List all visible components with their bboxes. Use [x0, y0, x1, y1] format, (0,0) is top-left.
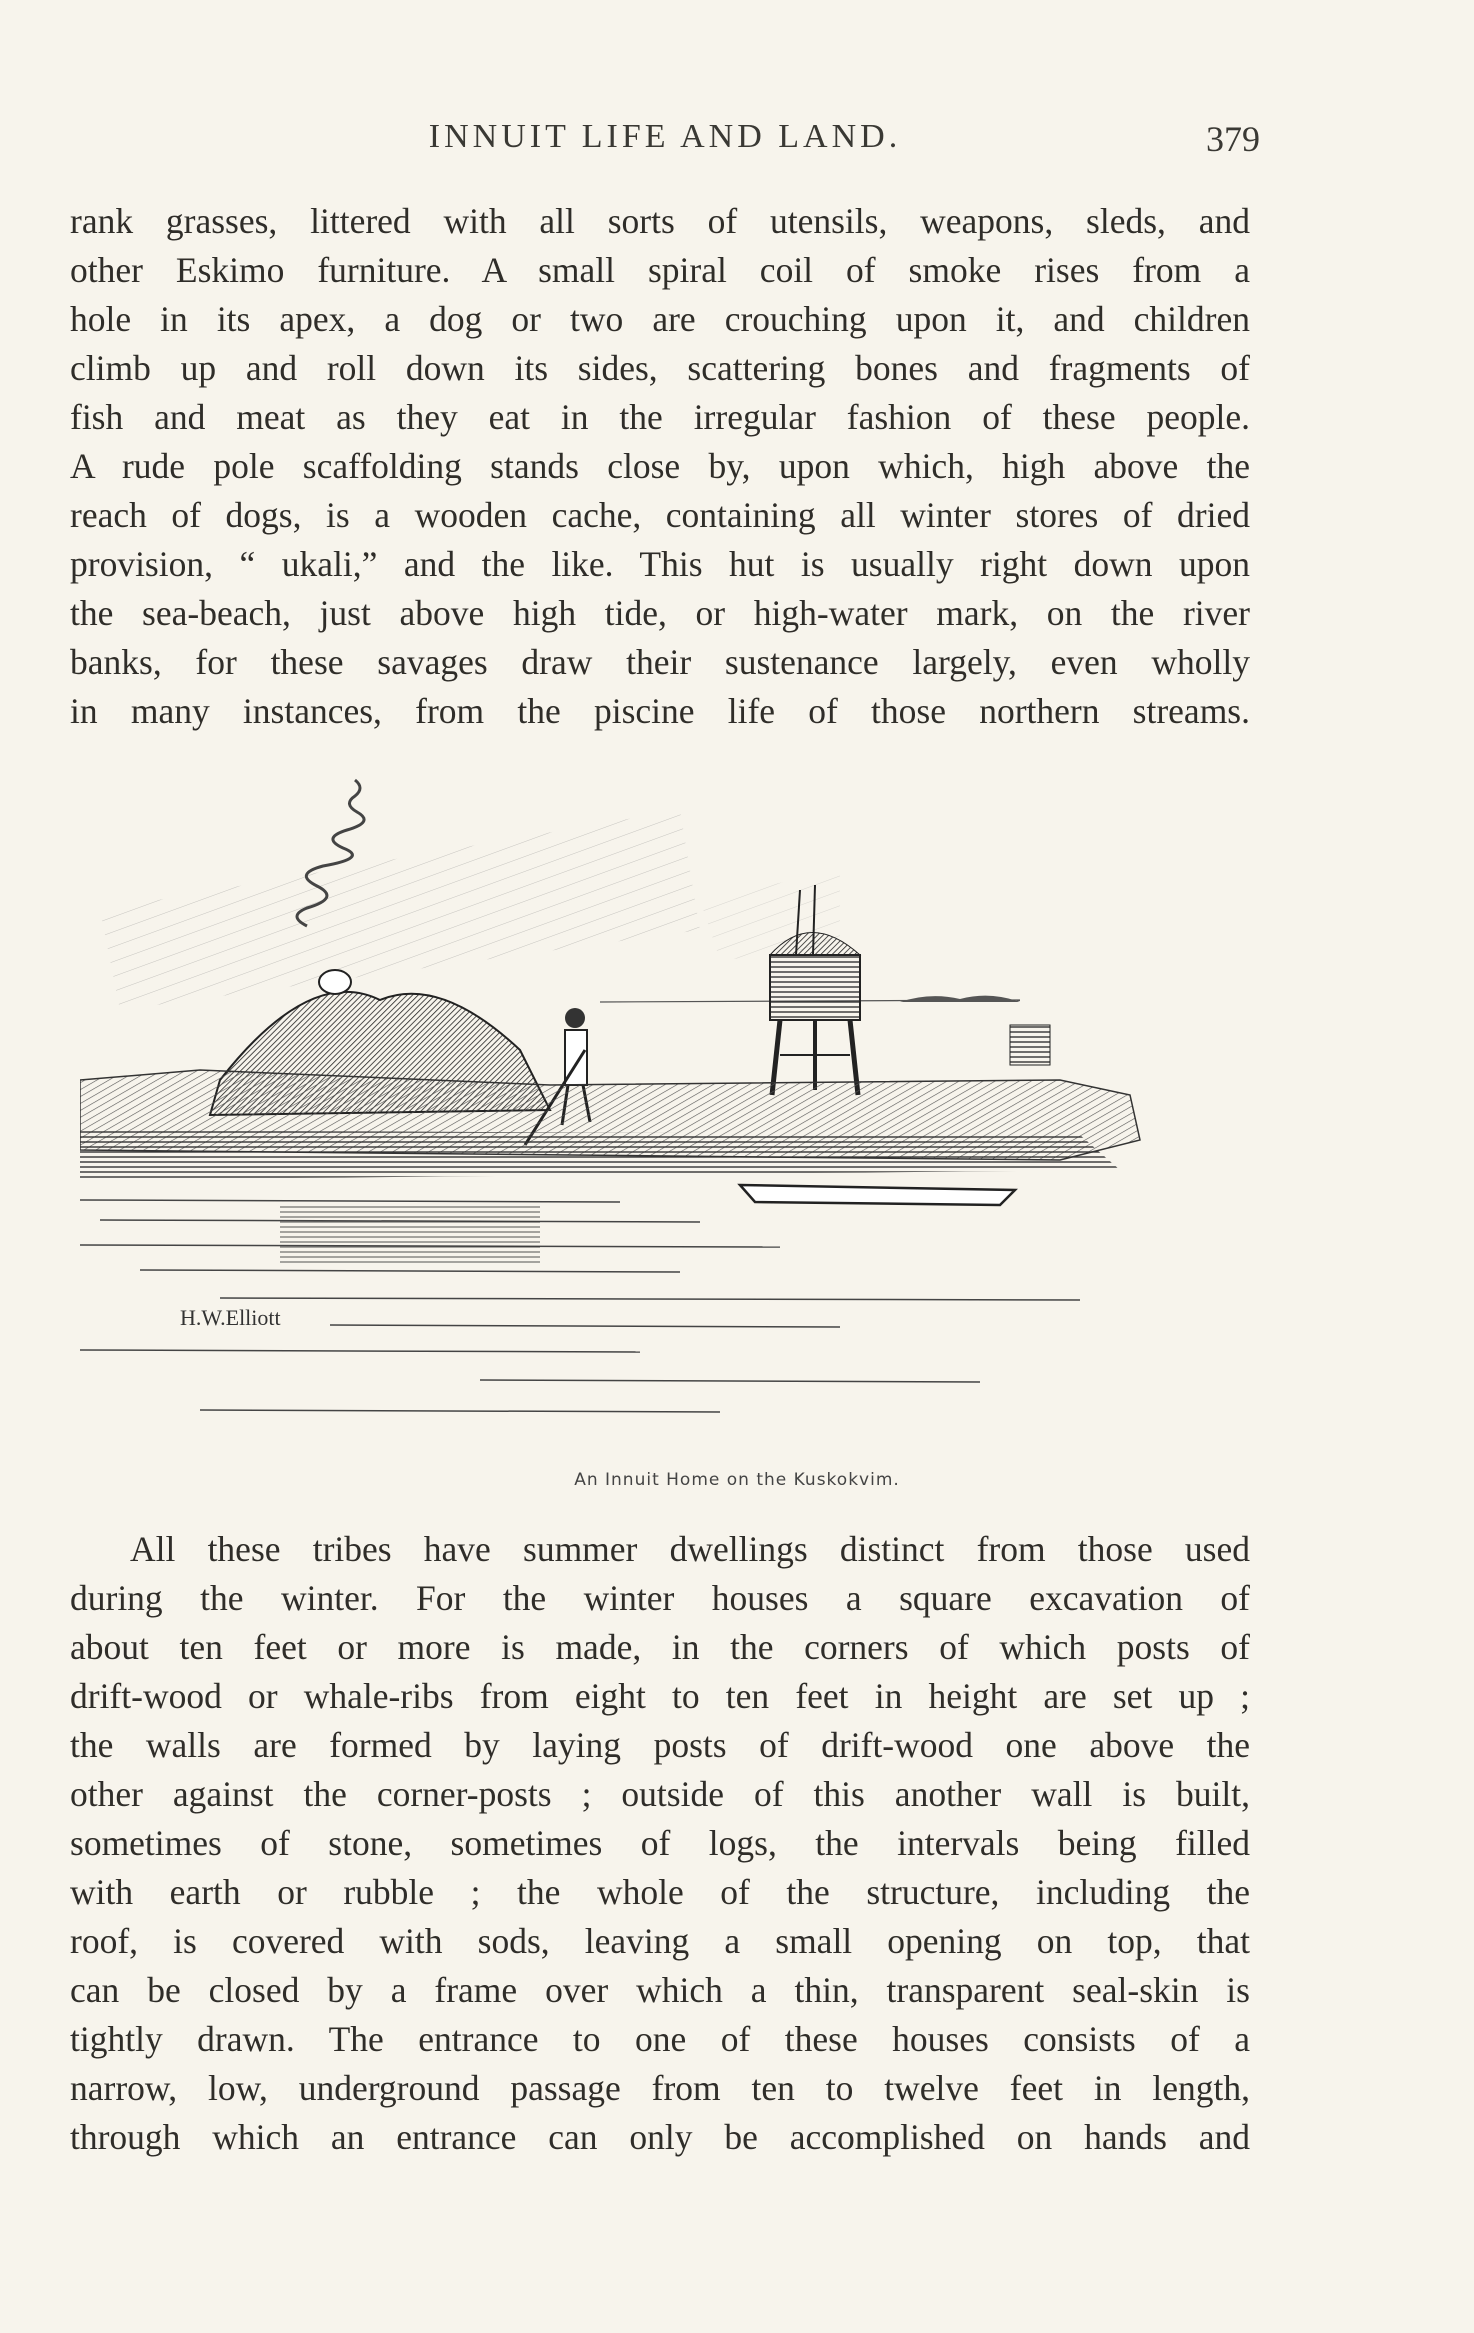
engraving-image: [80, 750, 1230, 1450]
text-line: can be closed by a frame over which a thin, transparent seal-skin is: [70, 1970, 1250, 2010]
text-line: provision, “ ukali,” and the like. This hut is usually right down upon: [70, 544, 1250, 584]
text-line: drift-wood or whale-ribs from eight to ten feet in height are set up ;: [70, 1676, 1250, 1716]
text-line: tightly drawn. The entrance to one of these houses consists of a: [70, 2019, 1250, 2059]
page-number: 379: [1206, 119, 1260, 159]
text-line: fish and meat as they eat in the irregular fashion of these people.: [70, 397, 1250, 437]
text-line: sometimes of stone, sometimes of logs, the intervals being filled: [70, 1823, 1250, 1863]
figure-caption: An Innuit Home on the Kuskokvim.: [574, 1470, 900, 1490]
text-line: the sea-beach, just above high tide, or high-water mark, on the river: [70, 593, 1250, 633]
engraving-illustration: [80, 750, 1230, 1450]
text-line: climb up and roll down its sides, scattering bones and fragments of: [70, 348, 1250, 388]
running-head: [70, 118, 1260, 158]
paragraph-2: [70, 1525, 1250, 2162]
running-title: INNUIT LIFE AND LAND.: [428, 118, 902, 155]
artist-signature: H.W.Elliott: [180, 1305, 281, 1330]
text-line: All these tribes have summer dwellings distinct from those used: [130, 1529, 1250, 1569]
text-line: hole in its apex, a dog or two are crouching upon it, and children: [70, 299, 1250, 339]
paragraph-1: [70, 197, 1250, 736]
text-line: rank grasses, littered with all sorts of utensils, weapons, sleds, and: [70, 201, 1250, 241]
text-line: A rude pole scaffolding stands close by, upon which, high above the: [70, 446, 1250, 486]
text-line: in many instances, from the piscine life of those northern streams.: [70, 691, 1250, 731]
text-line: other against the corner-posts ; outside of this another wall is built,: [70, 1774, 1250, 1814]
text-line: banks, for these savages draw their sustenance largely, even wholly: [70, 642, 1250, 682]
text-line: through which an entrance can only be accomplished on hands and: [70, 2117, 1250, 2157]
text-line: during the winter. For the winter houses a square excavation of: [70, 1578, 1250, 1618]
text-line: other Eskimo furniture. A small spiral coil of smoke rises from a: [70, 250, 1250, 290]
text-line: narrow, low, underground passage from ten to twelve feet in length,: [70, 2068, 1250, 2108]
text-line: with earth or rubble ; the whole of the structure, including the: [70, 1872, 1250, 1912]
text-line: reach of dogs, is a wooden cache, containing all winter stores of dried: [70, 495, 1250, 535]
text-line: the walls are formed by laying posts of drift-wood one above the: [70, 1725, 1250, 1765]
text-line: roof, is covered with sods, leaving a small opening on top, that: [70, 1921, 1250, 1961]
text-line: about ten feet or more is made, in the corners of which posts of: [70, 1627, 1250, 1667]
